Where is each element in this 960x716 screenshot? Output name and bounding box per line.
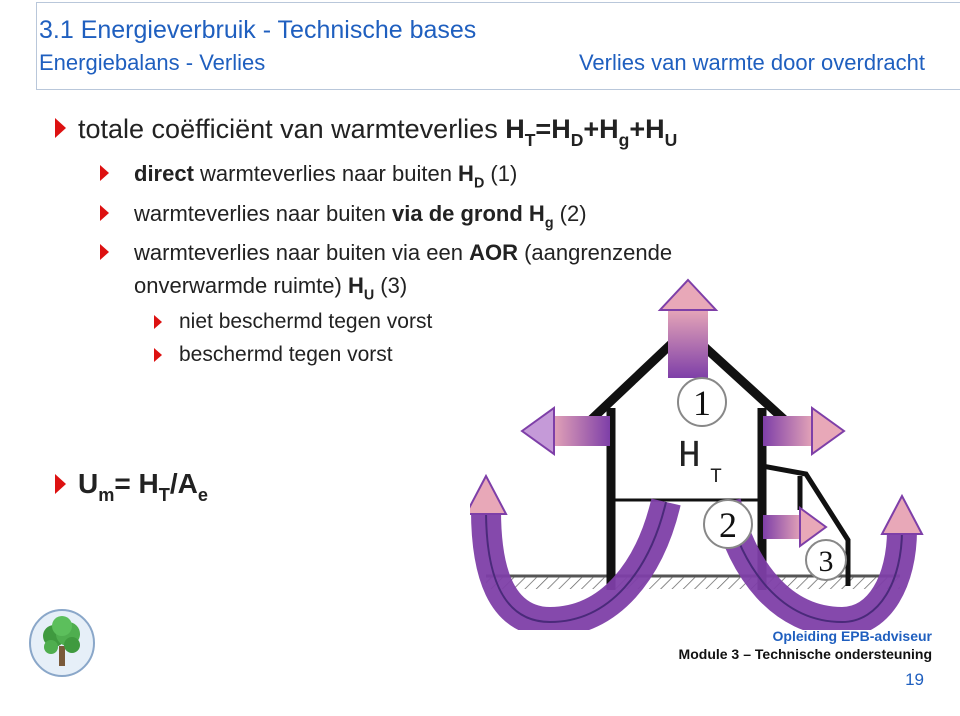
svg-text:3: 3 — [818, 545, 834, 578]
svg-text:1: 1 — [693, 383, 711, 423]
label-circle-2 — [704, 500, 752, 548]
house-heat-loss-diagram — [470, 270, 950, 630]
bullet-arrow-icon — [154, 348, 162, 362]
bullet-aor-loss: warmteverlies naar buiten via een AOR (aangrenzende — [134, 240, 673, 265]
ground-line — [486, 576, 900, 589]
bullet-arrow-icon — [100, 244, 109, 260]
bullet-arrow-icon — [100, 205, 109, 221]
bullet-arrow-icon — [55, 474, 66, 494]
ground-heat-arc-arrow — [470, 476, 922, 622]
footer-course-name: Opleiding EPB-adviseur — [772, 628, 932, 644]
bullet-total-coefficient: totale coëfficiënt van warmteverlies $H_T=H_D+H_g+H_U$ — [78, 114, 678, 150]
slide-title: 3.1 Energieverbruik - Technische bases — [39, 16, 477, 44]
bullet-arrow-icon — [100, 165, 109, 181]
slide-header — [36, 2, 960, 90]
sub-bullet-frost-protected: beschermd tegen vorst — [179, 343, 393, 366]
formula-um: $U_m= H_T/A_e$ — [78, 468, 209, 506]
svg-text:2: 2 — [719, 505, 737, 545]
bullet-direct-loss: direct warmteverlies naar buiten $H_D$ (1) — [134, 161, 518, 192]
slide-subtitle-right: Verlies van warmte door overdracht — [578, 50, 925, 75]
label-circle-3 — [806, 540, 846, 580]
bullet-aor-loss-continued: onverwarmde ruimte) $H_U$ (3) — [134, 273, 408, 304]
bullet-arrow-icon — [55, 118, 66, 138]
svg-text:H: H — [678, 435, 701, 478]
roof-heat-arrow — [660, 280, 716, 378]
slide-subtitle-left: Energiebalans - Verlies — [39, 50, 266, 75]
svg-text:T: T — [710, 466, 723, 489]
wall-heat-arrow-annex — [763, 508, 826, 546]
ht-label — [678, 435, 722, 489]
sub-bullet-not-frost-protected: niet beschermd tegen vorst — [179, 310, 433, 333]
footer-module-name: Module 3 – Technische ondersteuning — [678, 646, 932, 662]
label-circle-1 — [678, 378, 726, 426]
organisation-logo — [28, 608, 96, 678]
bullet-arrow-icon — [154, 315, 162, 329]
page-number: 19 — [905, 670, 924, 689]
bullet-ground-loss: warmteverlies naar buiten via de grond $H_g$ (2) — [134, 201, 587, 232]
